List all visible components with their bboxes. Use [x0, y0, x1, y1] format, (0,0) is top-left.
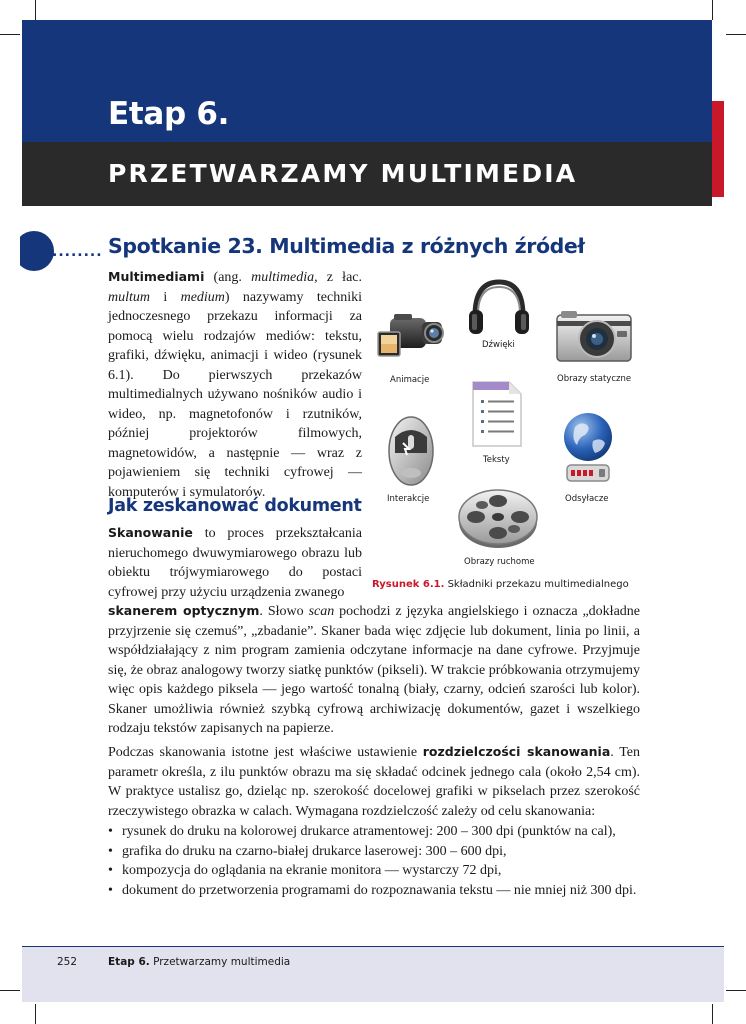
- crop-mark: [726, 34, 746, 35]
- footer-stage: Etap 6.: [108, 956, 150, 968]
- label-links: Odsyłacze: [565, 494, 609, 504]
- scan-paragraph-narrow: [108, 523, 362, 602]
- text-run: , z łac.: [314, 270, 362, 285]
- text-run: ) nazywamy techniki jednoczesnego przekazu informacji za pomocą wielu rodzajów mediów: tekstu, grafiki, dźwięku, animacji i wideo (rysunek 6.1). Do pierwszych przekazów multimedialnych używano nośników audio i wideo, np. magnetofonów i rzutników, później projektorów filmowych, magnetowidów, a następnie — wraz z pojawieniem się techniki cyfrowej — komputerów i symulatorów.: [108, 289, 362, 500]
- term-scanner: skanerem optycznym: [108, 603, 260, 618]
- resolution-list: [108, 822, 640, 900]
- list-item: • kompozycja do oglądania na ekranie monitora — wystarczy 72 dpi,: [108, 861, 640, 881]
- text-run: scan: [308, 604, 335, 619]
- text-run: (ang.: [204, 270, 252, 285]
- camera-icon: [555, 307, 633, 363]
- intro-paragraph: [108, 267, 362, 502]
- headphones-icon: [467, 276, 531, 338]
- figure-caption: [372, 579, 629, 590]
- caption-label: Rysunek 6.1.: [372, 579, 445, 590]
- term-multimedia: Multimediami: [108, 269, 205, 284]
- stage-title: Etap 6.: [108, 96, 230, 132]
- term-scanning: Skanowanie: [108, 525, 193, 540]
- chapter-tab: [712, 101, 724, 197]
- section-bullet-mask: [0, 228, 20, 274]
- crop-mark: [0, 990, 20, 991]
- text-run: medium: [180, 289, 225, 305]
- label-video: Obrazy ruchome: [464, 557, 535, 567]
- page-number: 252: [57, 956, 78, 968]
- text-run: to proces przekształcania nieruchomego dwuwymiarowego obrazu lub obiektu trójwymiarowego do postaci cyfrowej przy użyciu urządzenia zwanego: [108, 526, 362, 600]
- label-interaction: Interakcje: [387, 494, 430, 504]
- globe-icon: [561, 411, 615, 485]
- chapter-title: PRZETWARZAMY MULTIMEDIA: [108, 159, 578, 188]
- crop-mark: [726, 990, 746, 991]
- subsection-title: Jak zeskanować dokument: [108, 496, 362, 516]
- scan-paragraph-wide: [108, 601, 640, 739]
- crop-mark: [712, 1004, 713, 1024]
- text-run: multum: [108, 289, 150, 305]
- mouse-icon: [385, 413, 437, 487]
- crop-mark: [35, 1004, 36, 1024]
- crop-mark: [35, 0, 36, 20]
- caption-text: Składniki przekazu multimedialnego: [444, 579, 629, 590]
- term-resolution: rozdzielczości skanowania: [422, 744, 611, 759]
- section-leader-dots: ........: [52, 244, 103, 260]
- running-footer: [108, 956, 290, 968]
- film-reel-icon: [457, 484, 539, 550]
- text-run: . Słowo: [259, 604, 309, 619]
- list-item: • grafika do druku na czarno-białej drukarce laserowej: 300 – 600 dpi,: [108, 842, 640, 862]
- section-title: Spotkanie 23. Multimedia z różnych źródeł: [108, 234, 585, 258]
- label-images: Obrazy statyczne: [557, 374, 632, 384]
- crop-mark: [712, 0, 713, 20]
- text-run: multimedia: [251, 270, 315, 285]
- label-animation: Animacje: [390, 375, 430, 385]
- label-texts: Teksty: [483, 455, 510, 465]
- resolution-paragraph: [108, 742, 640, 821]
- text-run: pochodzi z języka angielskiego i oznacza „dokładne przyjrzenie się czemuś”, „zbadanie”. Skaner bada więc zdjęcie lub dokument, linia po linii, a współdziałający z nim program zamienia odczytane informacje na dane cyfrowe. Przyjmuje się, że obraz analogowy tworzy siatkę punktów (pikseli). W trakcie próbkowania otrzymujemy więc opis każdego piksela — jego wartość tonalną (biały, czarny, odcień szarości lub kolor). Skaner umożliwia również szybką cyfrową archiwizację dokumentów, gazet i wszelkiego rodzaju tekstów zapisanych na papierze.: [108, 604, 640, 736]
- text-run: Podczas skanowania istotne jest właściwe ustawienie: [108, 745, 423, 760]
- footer-title: Przetwarzamy multimedia: [149, 956, 291, 968]
- list-item: • rysunek do druku na kolorowej drukarce atramentowej: 200 – 300 dpi (punktów na cal),: [108, 822, 640, 842]
- crop-mark: [0, 34, 20, 35]
- list-item: • dokument do przetworzenia programami do rozpoznawania tekstu — nie mniej niż 300 dpi.: [108, 881, 640, 901]
- text-run: i: [150, 289, 181, 305]
- section-bullet: [14, 231, 54, 271]
- text-run: . Ten parametr określa, z ilu punktów obrazu ma się składać odcinek jednego cala (około 2,54 cm). W praktyce ustalisz go, dzieląc np. szerokość docelowej grafiki w pikselach przez szerokość rzeczywistego obrazka w calach. Wymagana rozdzielczość zależy od celu skanowania:: [108, 745, 640, 819]
- document-icon: [471, 380, 523, 448]
- label-sounds: Dźwięki: [482, 340, 515, 350]
- camcorder-icon: [376, 310, 446, 366]
